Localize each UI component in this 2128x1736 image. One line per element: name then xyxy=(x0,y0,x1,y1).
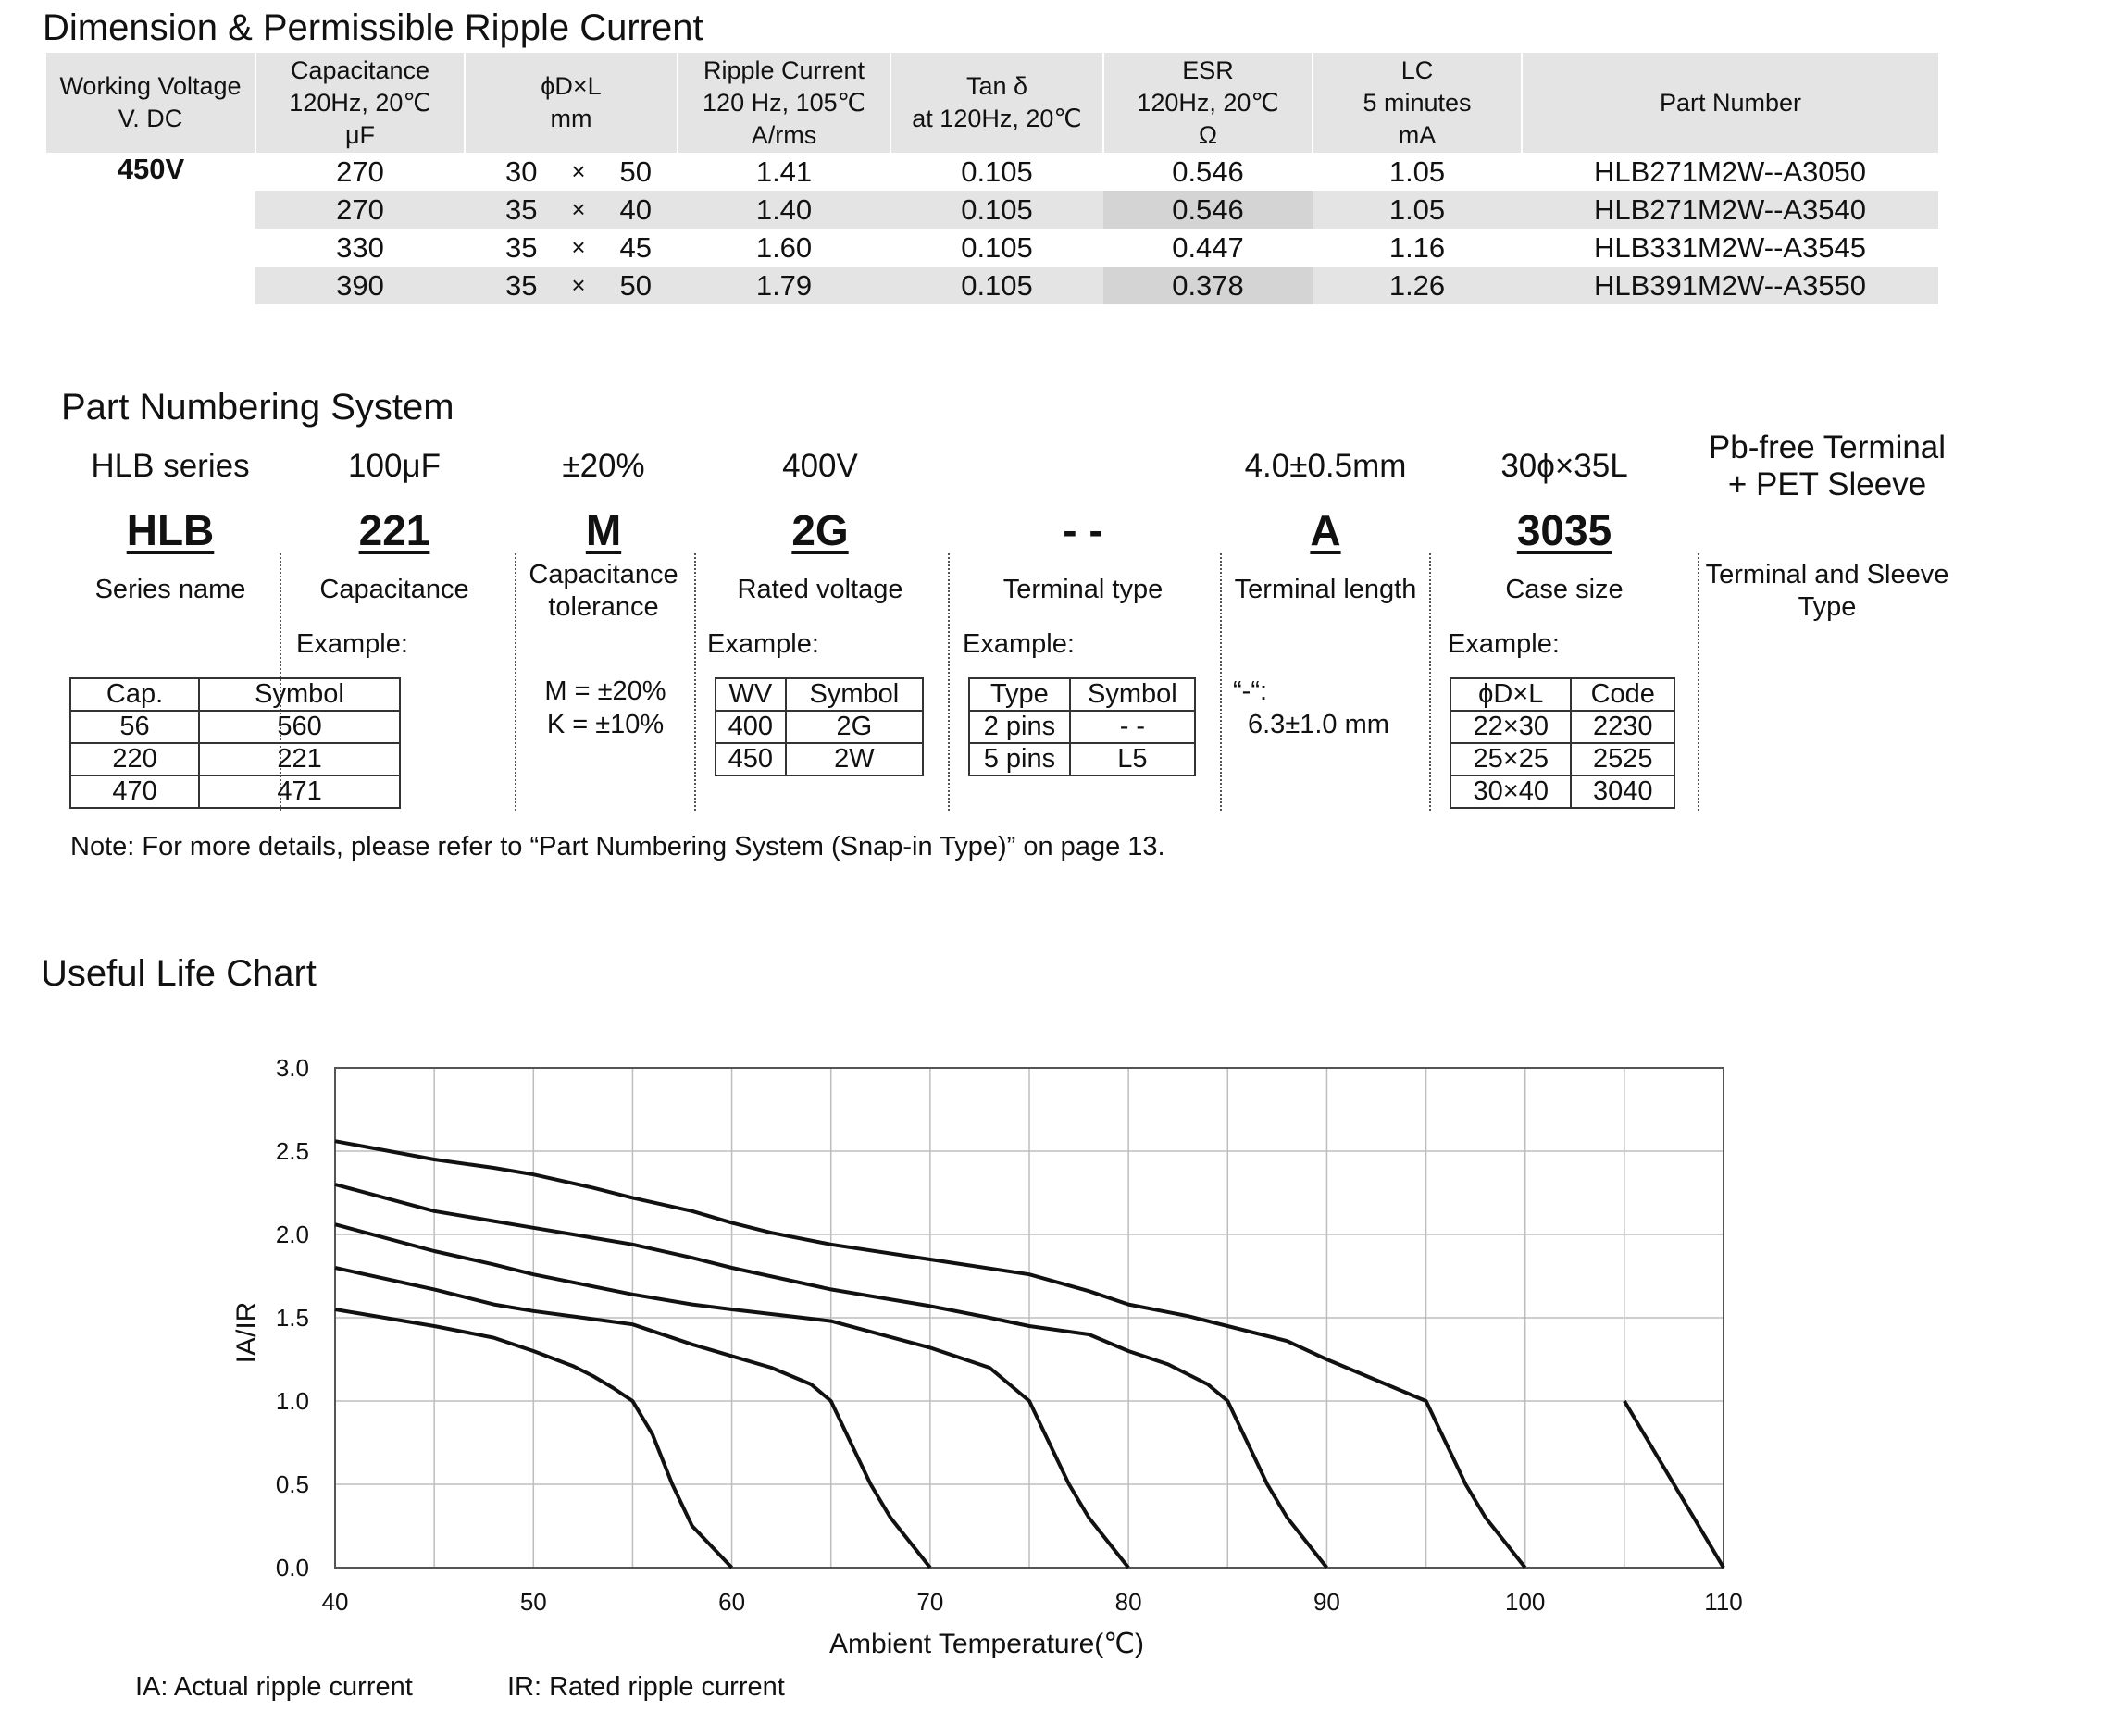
esr-cell: 0.447 xyxy=(1172,230,1244,264)
x-tick-label: 40 xyxy=(321,1588,349,1616)
header-text: Tan δ at 120Hz, 20℃ xyxy=(912,72,1082,132)
ripple-cell: 1.60 xyxy=(755,230,813,264)
chart-x-axis-label: Ambient Temperature(℃) xyxy=(829,1629,1144,1659)
mini-table-header-cell: Symbol xyxy=(786,678,923,711)
part-number-meaning: 400V xyxy=(782,448,858,484)
part-number-code: 221 xyxy=(358,506,430,554)
mini-table-cell: 2G xyxy=(786,711,923,743)
terminal-length-dash: “-“: xyxy=(1233,676,1268,706)
part-number-code: A xyxy=(1310,506,1341,554)
header-text: Working Voltage V. DC xyxy=(59,72,242,132)
mini-table-cell: 25×25 xyxy=(1450,743,1571,775)
times-sign: × xyxy=(571,271,586,299)
y-tick-label: 0.5 xyxy=(275,1470,309,1498)
capacitance-cell: 270 xyxy=(255,191,465,229)
mini-table-cell: - - xyxy=(1070,711,1195,743)
mini-table-header-cell: Symbol xyxy=(199,678,400,711)
diameter-value: 35 xyxy=(505,268,538,302)
part-number-cell: HLB391M2W--A3550 xyxy=(1522,267,1938,304)
header-text: ESR 120Hz, 20℃ Ω xyxy=(1137,56,1279,149)
length-value: 50 xyxy=(619,155,652,188)
mini-table-cell: 220 xyxy=(70,743,199,775)
esr-cell: 0.546 xyxy=(1103,191,1313,229)
mini-table-cell: 560 xyxy=(199,711,400,743)
tolerance-m: M = ±20% xyxy=(544,676,666,706)
mini-table-cell: 471 xyxy=(199,775,400,808)
part-numbering-title: Part Numbering System xyxy=(61,387,454,428)
mini-table-cell: 30×40 xyxy=(1450,775,1571,808)
tolerance-k: K = ±10% xyxy=(546,710,665,739)
mini-table-cell: 5 pins xyxy=(969,743,1070,775)
example-label-voltage: Example: xyxy=(707,629,819,659)
length-value: 40 xyxy=(619,192,652,226)
length-value: 45 xyxy=(619,230,652,264)
part-number-field-label: Rated voltage xyxy=(737,575,903,604)
x-tick-label: 80 xyxy=(1114,1588,1142,1616)
x-tick-label: 110 xyxy=(1704,1588,1743,1616)
part-number-meaning: 100μF xyxy=(348,448,441,484)
mini-table-header-cell: Cap. xyxy=(70,678,199,711)
part-number-meaning: HLB series xyxy=(91,448,250,484)
part-number-code: HLB xyxy=(126,506,215,554)
part-number-field-label: Terminal length xyxy=(1234,575,1417,604)
dimension-title: Dimension & Permissible Ripple Current xyxy=(43,7,703,48)
mini-table-cell: 56 xyxy=(70,711,199,743)
mini-table-header-cell: ϕD×L xyxy=(1450,678,1571,711)
times-sign: × xyxy=(571,195,586,223)
esr-cell: 0.378 xyxy=(1103,267,1313,304)
x-tick-label: 70 xyxy=(916,1588,944,1616)
capacitance-cell: 270 xyxy=(336,155,384,188)
x-tick-label: 90 xyxy=(1313,1588,1340,1616)
header-text: LC 5 minutes mA xyxy=(1363,56,1472,149)
part-number-meaning: 4.0±0.5mm xyxy=(1244,448,1407,484)
lc-cell: 1.05 xyxy=(1313,191,1522,229)
mini-table-cell: 2525 xyxy=(1571,743,1674,775)
lc-cell: 1.05 xyxy=(1388,155,1446,188)
mini-table-cell: 2W xyxy=(786,743,923,775)
part-number-code: - - xyxy=(1063,506,1103,554)
part-number-meaning: 30ϕ×35L xyxy=(1500,448,1628,484)
tan-delta-cell: 0.105 xyxy=(890,267,1103,304)
times-sign: × xyxy=(571,233,586,261)
part-number-cell: HLB331M2W--A3545 xyxy=(1593,230,1867,264)
capacitance-cell: 330 xyxy=(336,230,384,264)
ripple-cell: 1.79 xyxy=(678,267,890,304)
mini-table-cell: 2230 xyxy=(1571,711,1674,743)
chart-note-ir: IR: Rated ripple current xyxy=(507,1672,785,1702)
header-text: ϕD×L mm xyxy=(541,72,602,132)
part-number-field-label: Terminal and Sleeve Type xyxy=(1705,560,1949,622)
mini-table-header-cell: Symbol xyxy=(1070,678,1195,711)
part-number-code: 3035 xyxy=(1516,506,1612,554)
mini-table-cell: 2 pins xyxy=(969,711,1070,743)
working-voltage-cell: 450V xyxy=(117,153,185,185)
mini-table-header-cell: WV xyxy=(716,678,786,711)
part-number-field-label: Capacitance xyxy=(319,575,469,604)
ripple-cell: 1.40 xyxy=(678,191,890,229)
part-number-code: 2G xyxy=(791,506,849,554)
mini-table-header-cell: Code xyxy=(1571,678,1674,711)
example-label-terminal-type: Example: xyxy=(963,629,1075,659)
example-label-capacitance: Example: xyxy=(296,629,408,659)
diameter-value: 35 xyxy=(505,192,538,226)
tan-delta-cell: 0.105 xyxy=(890,191,1103,229)
tan-delta-cell: 0.105 xyxy=(961,230,1033,264)
length-value: 50 xyxy=(619,268,652,302)
part-number-field-label: Case size xyxy=(1505,575,1624,604)
part-number-code: M xyxy=(585,506,622,554)
mini-table-cell: L5 xyxy=(1070,743,1195,775)
part-number-cell: HLB271M2W--A3050 xyxy=(1593,155,1867,188)
x-tick-label: 60 xyxy=(718,1588,746,1616)
chart-title: Useful Life Chart xyxy=(41,953,317,994)
diameter-value: 30 xyxy=(505,155,538,188)
lc-cell: 1.26 xyxy=(1313,267,1522,304)
mini-table-cell: 221 xyxy=(199,743,400,775)
part-number-meaning: Pb-free Terminal + PET Sleeve xyxy=(1708,429,1947,502)
mini-table-cell: 22×30 xyxy=(1450,711,1571,743)
chart-note-ia: IA: Actual ripple current xyxy=(135,1672,413,1702)
lc-cell: 1.16 xyxy=(1388,230,1446,264)
times-sign: × xyxy=(571,157,586,185)
y-tick-label: 0.0 xyxy=(275,1554,309,1581)
terminal-length-value: 6.3±1.0 mm xyxy=(1248,710,1389,739)
mini-table-cell: 3040 xyxy=(1571,775,1674,808)
mini-table-header-cell: Type xyxy=(969,678,1070,711)
part-numbering-note: Note: For more details, please refer to “Part Numbering System (Snap-in Type)” on page 13. xyxy=(70,832,1165,862)
esr-cell: 0.546 xyxy=(1172,155,1244,188)
part-number-field-label: Series name xyxy=(94,575,246,604)
example-label-case-size: Example: xyxy=(1448,629,1560,659)
part-number-field-label: Capacitance tolerance xyxy=(529,560,678,622)
header-text: Part Number xyxy=(1659,88,1802,117)
mini-table-cell: 400 xyxy=(716,711,786,743)
diameter-value: 35 xyxy=(505,230,538,264)
part-number-field-label: Terminal type xyxy=(1002,575,1164,604)
header-text: Ripple Current 120 Hz, 105℃ A/rms xyxy=(703,56,865,149)
x-tick-label: 100 xyxy=(1505,1588,1546,1616)
chart-y-axis-label: IA/IR xyxy=(231,1301,262,1364)
capacitance-cell: 390 xyxy=(255,267,465,304)
tan-delta-cell: 0.105 xyxy=(961,155,1033,188)
y-tick-label: 3.0 xyxy=(275,1054,309,1082)
header-text: Capacitance 120Hz, 20℃ μF xyxy=(289,56,431,149)
x-tick-label: 50 xyxy=(519,1588,547,1616)
part-number-cell: HLB271M2W--A3540 xyxy=(1522,191,1938,229)
mini-table-cell: 450 xyxy=(716,743,786,775)
y-tick-label: 2.5 xyxy=(275,1137,309,1165)
ripple-cell: 1.41 xyxy=(755,155,813,188)
y-tick-label: 1.5 xyxy=(275,1304,309,1332)
part-number-meaning: ±20% xyxy=(562,448,645,484)
mini-table-cell: 470 xyxy=(70,775,199,808)
y-tick-label: 2.0 xyxy=(275,1221,309,1248)
y-tick-label: 1.0 xyxy=(275,1387,309,1415)
